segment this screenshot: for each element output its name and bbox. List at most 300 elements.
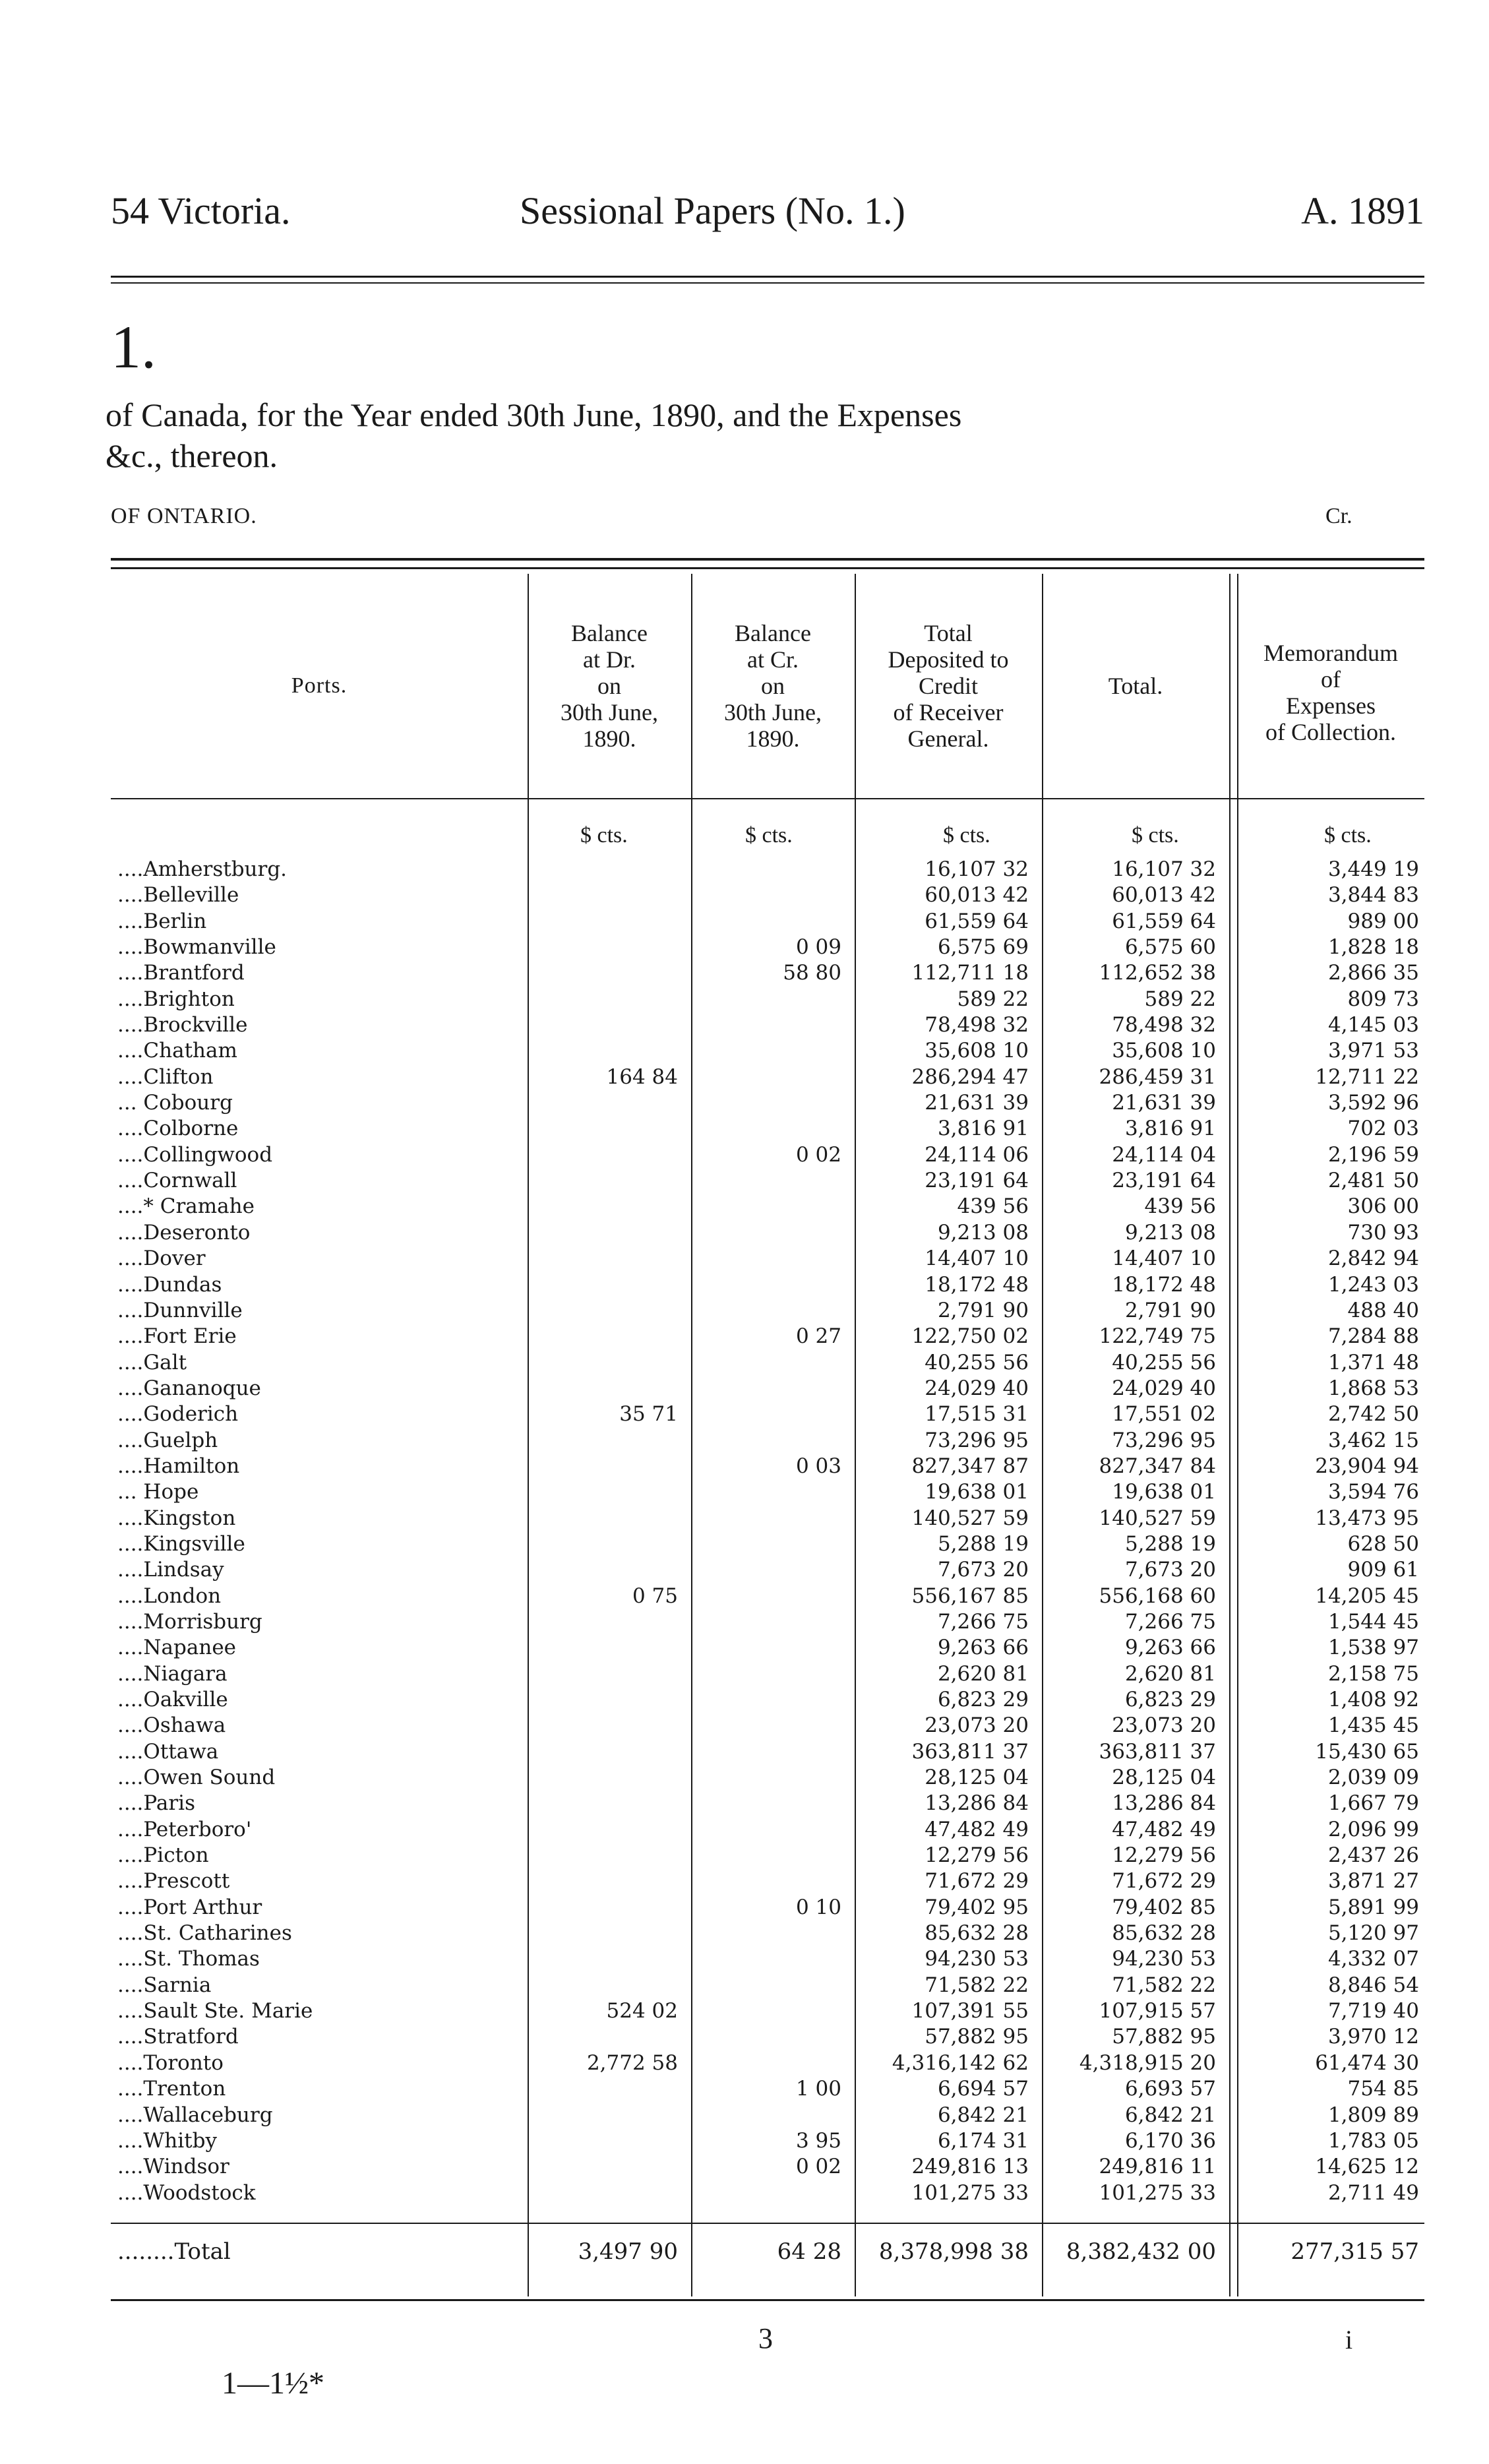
header-total bbox=[1042, 673, 1229, 699]
total-c2: 64 28 bbox=[777, 2238, 841, 2265]
cell-c5: 61,474 30 bbox=[1315, 2050, 1419, 2075]
cell-c3: 24,029 40 bbox=[925, 1376, 1029, 1400]
table-row bbox=[111, 1064, 1424, 1090]
cell-c3: 13,286 84 bbox=[925, 1791, 1029, 1816]
table-row bbox=[111, 1712, 1424, 1738]
table-row bbox=[111, 1764, 1424, 1790]
running-header bbox=[111, 189, 1424, 248]
header-balance-dr-line: 1890. bbox=[582, 725, 636, 752]
table-row bbox=[111, 1998, 1424, 2023]
cell-c5: 3,844 83 bbox=[1327, 883, 1419, 908]
cell-c2: 0 09 bbox=[795, 935, 841, 960]
table-row bbox=[111, 1972, 1424, 1998]
cell-c3: 71,672 29 bbox=[925, 1869, 1029, 1894]
cell-c5: 306 00 bbox=[1347, 1194, 1419, 1219]
header-rule-bottom bbox=[111, 282, 1424, 284]
cell-c3: 101,275 33 bbox=[911, 2180, 1029, 2205]
cell-c4: 73,296 95 bbox=[1112, 1428, 1216, 1452]
cell-c4: 24,029 40 bbox=[1112, 1376, 1216, 1400]
cell-c4: 35,608 10 bbox=[1112, 1039, 1216, 1063]
port-name: ....Goderich bbox=[117, 1402, 239, 1427]
port-name: ....Hamilton bbox=[117, 1454, 240, 1478]
port-name: ....Brighton bbox=[117, 987, 235, 1011]
cell-c3: 7,266 75 bbox=[937, 1609, 1029, 1634]
header-balance-dr-line: at Dr. bbox=[583, 646, 636, 673]
header-total-deposited bbox=[855, 620, 1042, 752]
cell-c5: 7,719 40 bbox=[1327, 1999, 1419, 2023]
table-row bbox=[111, 1323, 1424, 1349]
header-balance-cr-line: on bbox=[761, 673, 785, 699]
table-row bbox=[111, 1868, 1424, 1894]
cell-c5: 989 00 bbox=[1347, 909, 1419, 933]
cell-c5: 2,158 75 bbox=[1327, 1661, 1419, 1686]
cell-c4: 589 22 bbox=[1144, 987, 1216, 1011]
cell-c3: 12,279 56 bbox=[925, 1843, 1029, 1868]
table-row bbox=[111, 1245, 1424, 1271]
cell-c4: 107,915 57 bbox=[1099, 1999, 1216, 2023]
cell-c3: 18,172 48 bbox=[925, 1272, 1029, 1297]
cell-c4: 78,498 32 bbox=[1112, 1013, 1216, 1037]
cell-c1: 164 84 bbox=[606, 1064, 678, 1089]
cell-c5: 3,592 96 bbox=[1327, 1091, 1419, 1115]
header-balance-cr-line: Balance bbox=[735, 620, 811, 646]
cell-c4: 556,168 60 bbox=[1099, 1584, 1216, 1608]
port-name: ....Oakville bbox=[117, 1688, 228, 1711]
cell-c4: 6,170 36 bbox=[1124, 2128, 1216, 2153]
table-row bbox=[111, 2050, 1424, 2076]
table-row bbox=[111, 856, 1424, 882]
header-title: Sessional Papers (No. 1.) bbox=[520, 189, 905, 232]
cell-c5: 2,096 99 bbox=[1327, 1817, 1419, 1841]
cell-c3: 61,559 64 bbox=[925, 909, 1029, 933]
port-name: ... Hope bbox=[117, 1480, 199, 1504]
cell-c3: 5,288 19 bbox=[937, 1531, 1029, 1556]
cell-c5: 2,866 35 bbox=[1327, 961, 1419, 985]
cell-c3: 24,114 06 bbox=[925, 1142, 1029, 1167]
cell-c4: 3,816 91 bbox=[1124, 1117, 1216, 1141]
port-name: ....London bbox=[117, 1584, 222, 1608]
header-total-deposited-line: of Receiver bbox=[893, 699, 1004, 725]
cell-c3: 107,391 55 bbox=[911, 1999, 1029, 2023]
table-row bbox=[111, 1894, 1424, 1920]
port-name: ....Dover bbox=[117, 1247, 206, 1271]
port-name: ....Port Arthur bbox=[117, 1895, 262, 1919]
port-name: ....Galt bbox=[117, 1350, 187, 1374]
ports-table bbox=[111, 574, 1424, 2296]
table-row bbox=[111, 1634, 1424, 1660]
cell-c3: 6,174 31 bbox=[937, 2128, 1029, 2153]
subtitle-line-2: &c., thereon. bbox=[106, 437, 278, 474]
port-name: ....Paris bbox=[117, 1791, 196, 1816]
header-balance-cr-line: at Cr. bbox=[747, 646, 799, 673]
port-name: ....Prescott bbox=[117, 1869, 230, 1894]
header-balance-cr-line: 1890. bbox=[746, 725, 800, 752]
subtitle bbox=[106, 394, 1358, 476]
header-total-deposited-line: Deposited to bbox=[888, 646, 1009, 673]
header-ports: Ports. bbox=[291, 673, 348, 698]
header-balance-dr bbox=[528, 620, 691, 752]
cell-c3: 2,791 90 bbox=[937, 1298, 1029, 1322]
cell-c4: 2,791 90 bbox=[1124, 1298, 1216, 1322]
table-row bbox=[111, 986, 1424, 1012]
cell-c1: 2,772 58 bbox=[586, 2050, 678, 2075]
table-row bbox=[111, 1219, 1424, 1245]
port-name: ....Peterboro' bbox=[117, 1817, 252, 1841]
cell-c5: 2,481 50 bbox=[1327, 1169, 1419, 1193]
table-row bbox=[111, 2128, 1424, 2153]
cell-c5: 14,205 45 bbox=[1315, 1584, 1419, 1608]
header-memorandum-line: of bbox=[1321, 666, 1341, 693]
table-row bbox=[111, 1453, 1424, 1479]
header-total-deposited-line: Total bbox=[924, 620, 973, 646]
cell-c4: 47,482 49 bbox=[1112, 1817, 1216, 1841]
cell-c3: 23,191 64 bbox=[925, 1169, 1029, 1193]
cell-c5: 1,408 92 bbox=[1327, 1688, 1419, 1711]
port-name: ....Napanee bbox=[117, 1636, 237, 1660]
cell-c5: 2,842 94 bbox=[1327, 1247, 1419, 1271]
credit-label: Cr. bbox=[1325, 504, 1352, 528]
cell-c4: 9,213 08 bbox=[1124, 1220, 1216, 1245]
port-name: ....Dundas bbox=[117, 1272, 222, 1297]
cell-c4: 71,672 29 bbox=[1112, 1869, 1216, 1894]
table-row bbox=[111, 1556, 1424, 1582]
cell-c3: 35,608 10 bbox=[925, 1039, 1029, 1063]
table-row bbox=[111, 1401, 1424, 1427]
port-name: ....St. Catharines bbox=[117, 1921, 292, 1946]
cell-c2: 0 02 bbox=[795, 1142, 841, 1167]
table-row bbox=[111, 1012, 1424, 1037]
port-name: ....Clifton bbox=[117, 1064, 214, 1089]
table-row bbox=[111, 1505, 1424, 1531]
unit-c4: $ cts. bbox=[1132, 823, 1179, 847]
cell-c3: 6,842 21 bbox=[937, 2103, 1029, 2127]
port-name: ....Toronto bbox=[117, 2050, 224, 2075]
cell-c4: 363,811 37 bbox=[1099, 1739, 1216, 1764]
cell-c3: 6,694 57 bbox=[937, 2077, 1029, 2101]
table-top-rule-2 bbox=[111, 567, 1424, 569]
table-row bbox=[111, 1816, 1424, 1842]
port-name: ....* Cramahe bbox=[117, 1194, 255, 1219]
cell-c4: 85,632 28 bbox=[1112, 1921, 1216, 1946]
cell-c4: 19,638 01 bbox=[1112, 1480, 1216, 1504]
cell-c5: 1,828 18 bbox=[1327, 935, 1419, 960]
cell-c5: 13,473 95 bbox=[1315, 1506, 1419, 1530]
cell-c4: 4,318,915 20 bbox=[1079, 2050, 1216, 2075]
port-name: ....Sault Ste. Marie bbox=[117, 1999, 313, 2023]
cell-c4: 249,816 11 bbox=[1099, 2155, 1216, 2179]
header-total-deposited-line: General. bbox=[907, 725, 989, 752]
cell-c5: 2,711 49 bbox=[1327, 2180, 1419, 2205]
port-name: ....Cornwall bbox=[117, 1169, 237, 1193]
cell-c2: 0 27 bbox=[795, 1324, 841, 1349]
province-label: OF ONTARIO. bbox=[111, 504, 257, 528]
unit-c3: $ cts. bbox=[943, 823, 990, 847]
cell-c3: 73,296 95 bbox=[925, 1428, 1029, 1452]
cell-c3: 556,167 85 bbox=[911, 1584, 1029, 1608]
cell-c3: 23,073 20 bbox=[925, 1713, 1029, 1738]
header-total-deposited-line: Credit bbox=[919, 673, 978, 699]
table-row bbox=[111, 1946, 1424, 1971]
cell-c2: 1 00 bbox=[795, 2077, 841, 2101]
table-row bbox=[111, 1272, 1424, 1297]
cell-c4: 827,347 84 bbox=[1099, 1454, 1216, 1478]
table-row bbox=[111, 1661, 1424, 1686]
cell-c4: 14,407 10 bbox=[1112, 1247, 1216, 1271]
cell-c5: 754 85 bbox=[1347, 2077, 1419, 2101]
table-row bbox=[111, 1427, 1424, 1453]
cell-c4: 13,286 84 bbox=[1112, 1791, 1216, 1816]
port-name: ....Ottawa bbox=[117, 1739, 219, 1764]
cell-c3: 57,882 95 bbox=[925, 2025, 1029, 2049]
header-rule-top bbox=[111, 276, 1424, 278]
cell-c2: 58 80 bbox=[783, 961, 841, 985]
cell-c3: 28,125 04 bbox=[925, 1766, 1029, 1790]
cell-c4: 17,551 02 bbox=[1112, 1402, 1216, 1427]
cell-c5: 702 03 bbox=[1347, 1117, 1419, 1141]
total-row bbox=[111, 2233, 1424, 2266]
cell-c5: 3,462 15 bbox=[1327, 1428, 1419, 1452]
table-row bbox=[111, 1037, 1424, 1063]
cell-c4: 101,275 33 bbox=[1099, 2180, 1216, 2205]
table-row bbox=[111, 1297, 1424, 1323]
table-row bbox=[111, 1609, 1424, 1634]
port-name: ....Sarnia bbox=[117, 1973, 212, 1997]
port-name: ....Oshawa bbox=[117, 1713, 226, 1738]
cell-c3: 6,575 69 bbox=[937, 935, 1029, 960]
cell-c4: 18,172 48 bbox=[1112, 1272, 1216, 1297]
cell-c5: 909 61 bbox=[1347, 1558, 1419, 1582]
table-row bbox=[111, 1193, 1424, 1219]
cell-c4: 286,459 31 bbox=[1099, 1064, 1216, 1089]
cell-c3: 439 56 bbox=[957, 1194, 1029, 1219]
table-row bbox=[111, 1167, 1424, 1193]
header-balance-dr-line: 30th June, bbox=[561, 699, 658, 725]
cell-c4: 79,402 85 bbox=[1112, 1895, 1216, 1919]
port-name: ....Whitby bbox=[117, 2128, 217, 2153]
cell-c4: 7,673 20 bbox=[1124, 1558, 1216, 1582]
cell-c4: 71,582 22 bbox=[1112, 1973, 1216, 1997]
total-c4: 8,382,432 00 bbox=[1066, 2238, 1216, 2265]
table-row bbox=[111, 1583, 1424, 1609]
cell-c5: 2,742 50 bbox=[1327, 1402, 1419, 1427]
cell-c5: 23,904 94 bbox=[1315, 1454, 1419, 1478]
cell-c3: 9,263 66 bbox=[937, 1636, 1029, 1660]
header-memorandum-line: Expenses bbox=[1286, 693, 1376, 719]
footer-rule bbox=[111, 2299, 1424, 2301]
cell-c5: 2,196 59 bbox=[1327, 1142, 1419, 1167]
cell-c3: 363,811 37 bbox=[911, 1739, 1029, 1764]
unit-c2: $ cts. bbox=[745, 823, 793, 847]
port-name: ....Belleville bbox=[117, 883, 239, 908]
total-c5: 277,315 57 bbox=[1291, 2238, 1419, 2265]
header-memorandum-line: Memorandum bbox=[1263, 640, 1398, 666]
table-row bbox=[111, 2180, 1424, 2205]
header-memorandum bbox=[1237, 640, 1424, 745]
cell-c5: 1,435 45 bbox=[1327, 1713, 1419, 1738]
header-balance-cr-line: 30th June, bbox=[724, 699, 822, 725]
total-c3: 8,378,998 38 bbox=[878, 2238, 1029, 2265]
cell-c3: 9,213 08 bbox=[937, 1220, 1029, 1245]
cell-c3: 19,638 01 bbox=[925, 1480, 1029, 1504]
table-row bbox=[111, 1115, 1424, 1141]
port-name: ....Dunnville bbox=[117, 1298, 243, 1322]
cell-c3: 60,013 42 bbox=[925, 883, 1029, 908]
cell-c4: 9,263 66 bbox=[1124, 1636, 1216, 1660]
cell-c4: 12,279 56 bbox=[1112, 1843, 1216, 1868]
cell-c4: 439 56 bbox=[1144, 1194, 1216, 1219]
total-rule bbox=[111, 2223, 1424, 2224]
cell-c5: 7,284 88 bbox=[1327, 1324, 1419, 1349]
cell-c4: 61,559 64 bbox=[1112, 909, 1216, 933]
port-name: ....Gananoque bbox=[117, 1376, 261, 1400]
cell-c5: 809 73 bbox=[1347, 987, 1419, 1011]
port-name: ....Morrisburg bbox=[117, 1609, 262, 1634]
port-name: ....Fort Erie bbox=[117, 1324, 237, 1349]
table-row bbox=[111, 1531, 1424, 1556]
section-number: 1. bbox=[111, 313, 156, 381]
table-row bbox=[111, 1790, 1424, 1816]
cell-c5: 3,970 12 bbox=[1327, 2025, 1419, 2049]
cell-c1: 0 75 bbox=[632, 1584, 678, 1608]
cell-c3: 17,515 31 bbox=[925, 1402, 1029, 1427]
cell-c3: 4,316,142 62 bbox=[892, 2050, 1029, 2075]
total-c1: 3,497 90 bbox=[578, 2238, 678, 2265]
header-balance-dr-line: on bbox=[597, 673, 621, 699]
cell-c5: 2,039 09 bbox=[1327, 1766, 1419, 1790]
cell-c5: 1,783 05 bbox=[1327, 2128, 1419, 2153]
cell-c3: 589 22 bbox=[957, 987, 1029, 1011]
cell-c1: 524 02 bbox=[606, 1999, 678, 2023]
port-name: ....Amherstburg. bbox=[117, 857, 288, 881]
cell-c5: 3,971 53 bbox=[1327, 1039, 1419, 1063]
cell-c4: 24,114 04 bbox=[1112, 1142, 1216, 1167]
cell-c3: 122,750 02 bbox=[911, 1324, 1029, 1349]
port-name: ....Colborne bbox=[117, 1117, 239, 1141]
cell-c4: 60,013 42 bbox=[1112, 883, 1216, 908]
header-balance-cr bbox=[691, 620, 855, 752]
cell-c5: 730 93 bbox=[1347, 1220, 1419, 1245]
port-name: ....Brantford bbox=[117, 961, 245, 985]
table-row bbox=[111, 2076, 1424, 2101]
total-label: ........Total bbox=[117, 2238, 231, 2265]
port-name: ....Lindsay bbox=[117, 1558, 224, 1582]
cell-c4: 112,652 38 bbox=[1099, 961, 1216, 985]
table-row bbox=[111, 1842, 1424, 1868]
cell-c4: 23,073 20 bbox=[1112, 1713, 1216, 1738]
header-divider-rule bbox=[111, 798, 1424, 799]
cell-c3: 827,347 87 bbox=[911, 1454, 1029, 1478]
table-row bbox=[111, 1375, 1424, 1401]
header-session: 54 Victoria. bbox=[111, 189, 291, 232]
cell-c5: 1,544 45 bbox=[1327, 1609, 1419, 1634]
cell-c4: 23,191 64 bbox=[1112, 1169, 1216, 1193]
cell-c4: 21,631 39 bbox=[1112, 1091, 1216, 1115]
unit-c1: $ cts. bbox=[580, 823, 628, 847]
table-row bbox=[111, 1920, 1424, 1946]
cell-c5: 3,594 76 bbox=[1327, 1480, 1419, 1504]
cell-c3: 79,402 95 bbox=[925, 1895, 1029, 1919]
cell-c5: 12,711 22 bbox=[1315, 1064, 1419, 1089]
cell-c3: 249,816 13 bbox=[911, 2155, 1029, 2179]
cell-c2: 0 03 bbox=[795, 1454, 841, 1478]
port-name: ....Guelph bbox=[117, 1428, 218, 1452]
cell-c3: 85,632 28 bbox=[925, 1921, 1029, 1946]
port-name: ....Bowmanville bbox=[117, 935, 276, 960]
port-name: ....Chatham bbox=[117, 1039, 237, 1063]
cell-c2: 0 02 bbox=[795, 2155, 841, 2179]
cell-c3: 21,631 39 bbox=[925, 1091, 1029, 1115]
cell-c2: 3 95 bbox=[795, 2128, 841, 2153]
cell-c3: 2,620 81 bbox=[937, 1661, 1029, 1686]
cell-c4: 57,882 95 bbox=[1112, 2025, 1216, 2049]
table-row bbox=[111, 1686, 1424, 1712]
port-name: ... Cobourg bbox=[117, 1091, 233, 1115]
cell-c3: 112,711 18 bbox=[911, 961, 1029, 985]
cell-c3: 6,823 29 bbox=[937, 1688, 1029, 1711]
cell-c3: 78,498 32 bbox=[925, 1013, 1029, 1037]
unit-c5: $ cts. bbox=[1324, 823, 1372, 847]
subtitle-line-1: of Canada, for the Year ended 30th June, 1890, and the Expenses bbox=[106, 396, 962, 433]
cell-c4: 28,125 04 bbox=[1112, 1766, 1216, 1790]
cell-c5: 14,625 12 bbox=[1315, 2155, 1419, 2179]
header-memorandum-line: of Collection. bbox=[1265, 719, 1396, 745]
table-row bbox=[111, 1142, 1424, 1167]
table-row bbox=[111, 2023, 1424, 2049]
cell-c5: 15,430 65 bbox=[1315, 1739, 1419, 1764]
cell-c4: 16,107 32 bbox=[1112, 857, 1216, 881]
cell-c5: 1,538 97 bbox=[1327, 1636, 1419, 1660]
cell-c4: 2,620 81 bbox=[1124, 1661, 1216, 1686]
table-row bbox=[111, 1479, 1424, 1504]
table-row bbox=[111, 908, 1424, 934]
table-row bbox=[111, 934, 1424, 960]
cell-c3: 40,255 56 bbox=[925, 1350, 1029, 1374]
cell-c5: 1,809 89 bbox=[1327, 2103, 1419, 2127]
cell-c4: 5,288 19 bbox=[1124, 1531, 1216, 1556]
cell-c1: 35 71 bbox=[619, 1402, 678, 1427]
cell-c3: 14,407 10 bbox=[925, 1247, 1029, 1271]
cell-c5: 488 40 bbox=[1347, 1298, 1419, 1322]
cell-c5: 1,667 79 bbox=[1327, 1791, 1419, 1816]
cell-c5: 1,868 53 bbox=[1327, 1376, 1419, 1400]
page-number: 3 bbox=[758, 2322, 773, 2355]
cell-c2: 0 10 bbox=[795, 1895, 841, 1919]
cell-c5: 4,145 03 bbox=[1327, 1013, 1419, 1037]
cell-c3: 286,294 47 bbox=[911, 1064, 1029, 1089]
cell-c4: 122,749 75 bbox=[1099, 1324, 1216, 1349]
table-row bbox=[111, 1739, 1424, 1764]
port-name: ....Woodstock bbox=[117, 2180, 256, 2205]
cell-c3: 7,673 20 bbox=[937, 1558, 1029, 1582]
port-name: ....Deseronto bbox=[117, 1220, 251, 1245]
table-row bbox=[111, 2102, 1424, 2128]
cell-c4: 6,693 57 bbox=[1124, 2077, 1216, 2101]
cell-c5: 5,120 97 bbox=[1327, 1921, 1419, 1946]
port-name: ....Kingsville bbox=[117, 1531, 245, 1556]
cell-c5: 2,437 26 bbox=[1327, 1843, 1419, 1868]
signature-mark: 1—1½* bbox=[222, 2366, 324, 2401]
table-body bbox=[111, 856, 1424, 2205]
cell-c4: 40,255 56 bbox=[1112, 1350, 1216, 1374]
cell-c5: 628 50 bbox=[1347, 1531, 1419, 1556]
table-top-rule-1 bbox=[111, 558, 1424, 561]
port-name: ....Collingwood bbox=[117, 1142, 273, 1167]
cell-c5: 5,891 99 bbox=[1327, 1895, 1419, 1919]
port-name: ....Owen Sound bbox=[117, 1766, 276, 1790]
cell-c5: 3,449 19 bbox=[1327, 857, 1419, 881]
port-name: ....Windsor bbox=[117, 2155, 229, 2179]
table-row bbox=[111, 960, 1424, 985]
